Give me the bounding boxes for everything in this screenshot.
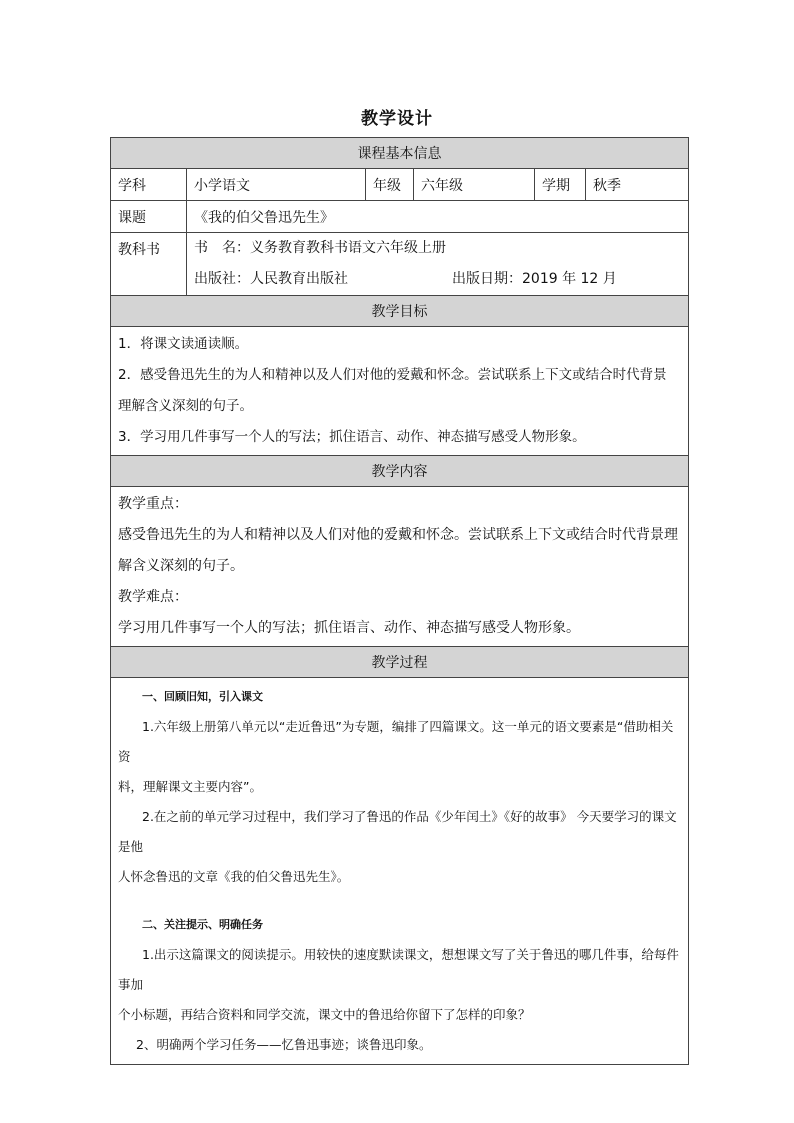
process-paragraph: 2.在之前的单元学习过程中，我们学习了鲁迅的作品《少年闰土》《好的故事》 今天要学习的课文是他 [118,809,677,854]
subject-value: 小学语文 [187,169,366,201]
process-body [111,678,689,1065]
process-step-title: 二、关注提示、明确任务 [142,918,263,931]
difficulty-text: 学习用几件事写一个人的写法；抓住语言、动作、神态描写感受人物形象。 [118,620,580,636]
objective-item: 2．感受鲁迅先生的为人和精神以及人们对他的爱戴和怀念。尝试联系上下文或结合时代背景 [118,367,667,383]
key-points-label: 教学重点： [118,496,188,512]
process-header: 教学过程 [111,647,689,678]
process-paragraph: 1.出示这篇课文的阅读提示。用较快的速度默读课文，想想课文写了关于鲁迅的哪几件事，给每件事加 [118,947,679,992]
publisher-line [187,264,688,295]
content-header: 教学内容 [111,456,689,487]
objective-item: 1．将课文读通读顺。 [118,336,249,352]
process-paragraph: 个小标题，再结合资料和同学交流，课文中的鲁迅给你留下了怎样的印象？ [118,1007,531,1022]
lesson-plan-table [110,137,689,1065]
grade-label: 年级 [366,169,414,201]
term-label: 学期 [535,169,586,201]
basic-info-header: 课程基本信息 [111,138,689,169]
book-name: 书 名：义务教育教科书语文六年级上册 [194,240,446,256]
subject-label: 学科 [111,169,187,201]
textbook-label: 教科书 [111,233,187,296]
lesson-value: 《我的伯父鲁迅先生》 [187,201,689,233]
document-title: 教学设计 [361,109,433,129]
textbook-info [187,233,689,296]
process-paragraph: 1.六年级上册第八单元以“走近鲁迅”为专题，编排了四篇课文。这一单元的语文要素是“借助相关资 [118,719,674,764]
objective-item: 3．学习用几件事写一个人的写法；抓住语言、动作、神态描写感受人物形象。 [118,429,586,445]
objectives-header: 教学目标 [111,296,689,327]
publish-date: 出版日期：2019 年 12 月 [452,271,617,287]
process-paragraph: 2、明确两个学习任务——忆鲁迅事迹；谈鲁迅印象。 [136,1037,432,1052]
process-paragraph: 人怀念鲁迅的文章《我的伯父鲁迅先生》。 [118,869,350,884]
grade-value: 六年级 [414,169,535,201]
key-points-text: 解含义深刻的句子。 [118,558,244,574]
key-points-text: 感受鲁迅先生的为人和精神以及人们对他的爱戴和怀念。尝试联系上下文或结合时代背景理 [118,527,678,543]
publisher: 出版社：人民教育出版社 [194,271,348,287]
content-body [111,487,689,647]
objectives-body [111,327,689,456]
process-paragraph: 料，理解课文主要内容”。 [118,779,262,794]
lesson-label: 课题 [111,201,187,233]
objective-item: 理解含义深刻的句子。 [118,398,253,414]
difficulty-label: 教学难点： [118,589,188,605]
term-value: 秋季 [586,169,689,201]
process-step-title: 一、回顾旧知，引入课文 [142,690,263,703]
